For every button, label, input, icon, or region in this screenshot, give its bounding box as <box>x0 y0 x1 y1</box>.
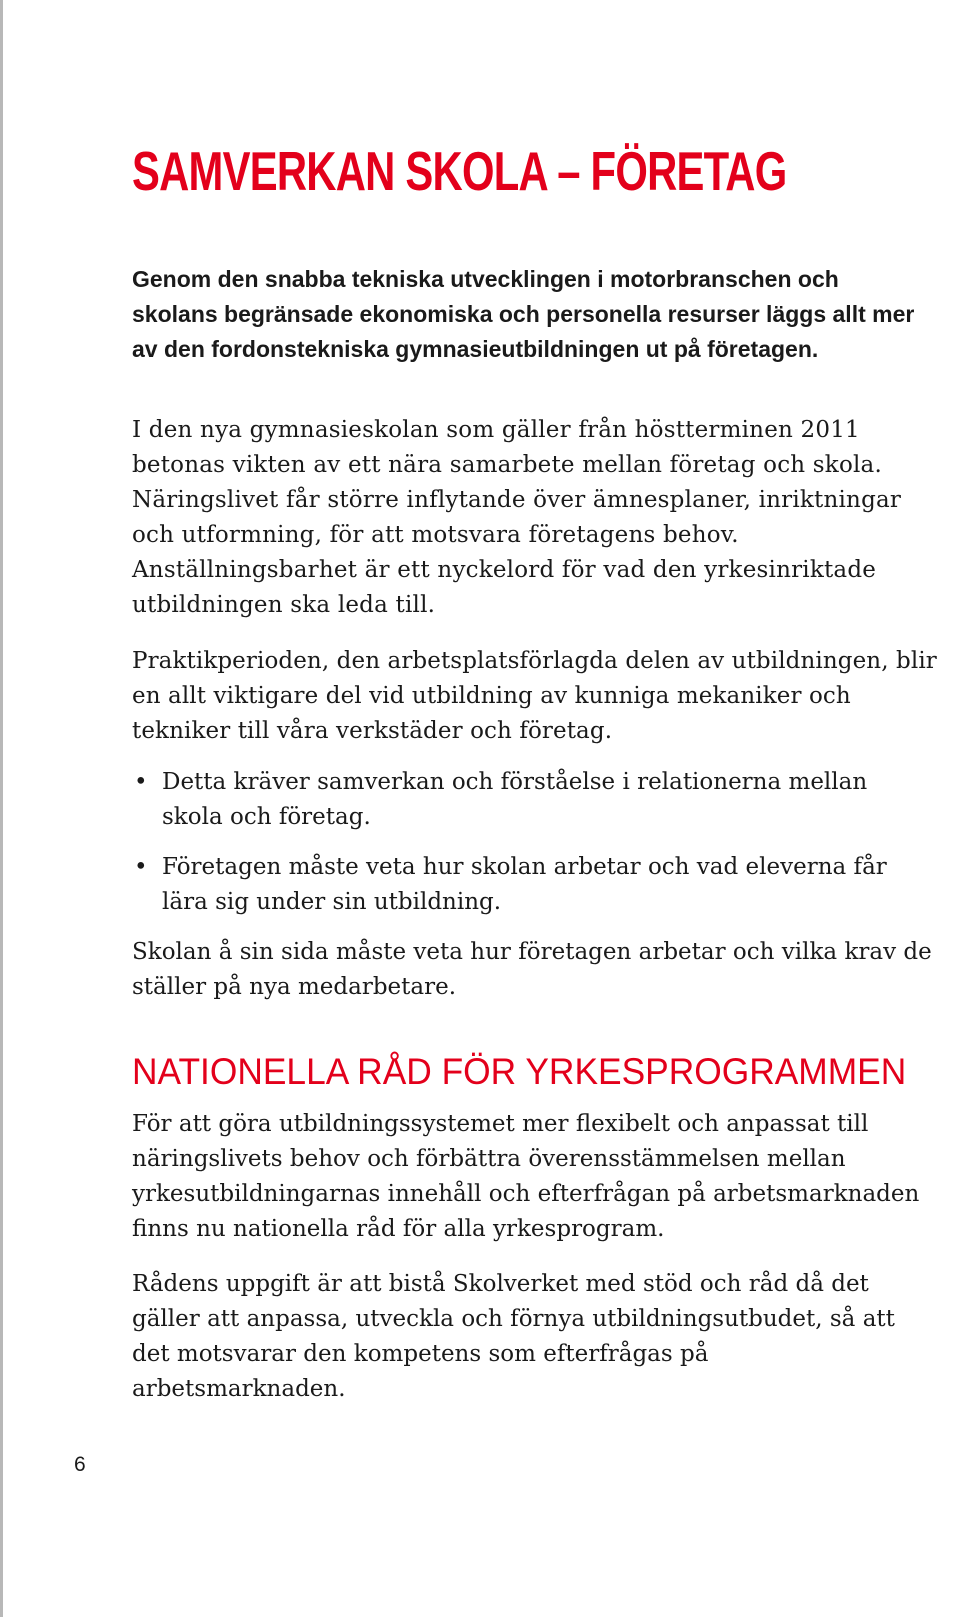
bullet-text: Företagen måste veta hur skolan arbetar och vad eleverna får lära sig under sin utbildning. <box>162 854 887 915</box>
bullet-dot: • <box>134 854 148 880</box>
page-edge <box>0 0 3 1617</box>
lead-paragraph: Genom den snabba tekniska utvecklingen i motorbranschen och skolans begränsade ekonomiska och personella resurser läggs allt mer av den fordonstekniska gymnasieutbildningen ut på företagen. <box>132 266 915 362</box>
body-paragraph-2: Praktikperioden, den arbetsplatsförlagda delen av utbildningen, blir en allt viktigare del vid utbildning av kunniga mekaniker och tekniker till våra verkstäder och företag. <box>132 648 937 744</box>
bullet-item <box>132 765 922 835</box>
bullet-text: Detta kräver samverkan och förståelse i relationerna mellan skola och företag. <box>162 769 868 830</box>
page-title: SAMVERKAN SKOLA – FÖRETAG <box>132 140 787 202</box>
bullet-list <box>132 765 942 920</box>
body-paragraph-3: Skolan å sin sida måste veta hur företagen arbetar och vilka krav de ställer på nya medarbetare. <box>132 939 932 1000</box>
section-paragraph-1: För att göra utbildningssystemet mer flexibelt och anpassat till näringslivets behov och förbättra överensstämmelsen mellan yrkesutbildningarnas innehåll och efterfrågan på arbetsmarknaden finns nu nationella råd för alla yrkesprogram. <box>132 1111 920 1242</box>
document-body <box>132 140 942 1407</box>
bullet-item <box>132 850 922 920</box>
body-paragraph-1: I den nya gymnasieskolan som gäller från höstterminen 2011 betonas vikten av ett nära samarbete mellan företag och skola. Näringslivet får större inflytande över ämnesplaner, inriktningar och utformning, för att motsvara företagens behov. Anställningsbarhet är ett nyckelord för vad den yrkesinriktade utbildningen ska leda till. <box>132 417 902 618</box>
section-heading: NATIONELLA RÅD FÖR YRKESPROGRAMMEN <box>132 1051 907 1092</box>
section-paragraph-2: Rådens uppgift är att bistå Skolverket med stöd och råd då det gäller att anpassa, utveckla och förnya utbildningsutbudet, så att det motsvarar den kompetens som efterfrågas på arbetsmarknaden. <box>132 1271 895 1402</box>
bullet-dot: • <box>134 769 148 795</box>
page-number: 6 <box>74 1453 86 1476</box>
